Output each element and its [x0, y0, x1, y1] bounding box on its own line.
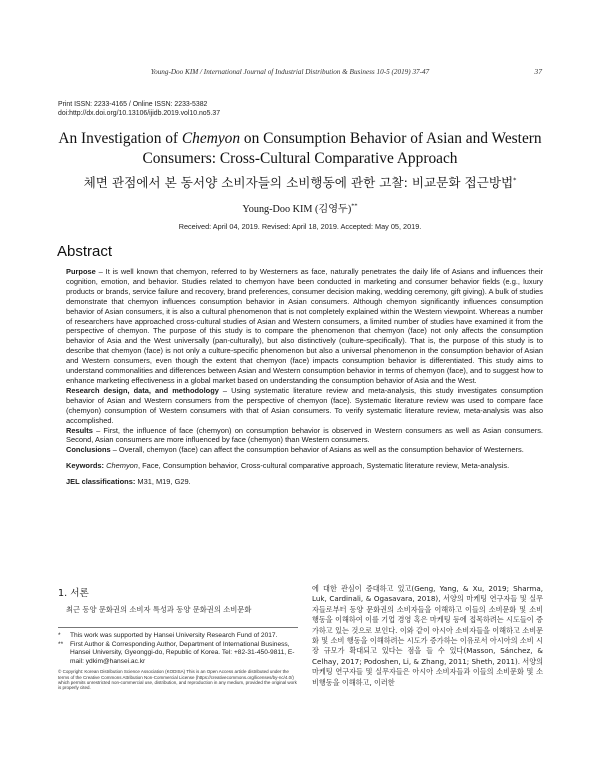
page-number: 37 — [534, 67, 542, 76]
section-title-introduction: 1. 서론 — [58, 588, 89, 599]
footnote-mark: * — [58, 632, 61, 639]
title-ko-text: 체면 관점에서 본 동서양 소비자들의 소비행동에 관한 고찰: 비교문화 접근방법 — [83, 175, 514, 190]
received-dates: Received: April 04, 2019. Revised: April 18, 2019. Accepted: May 05, 2019. — [178, 222, 422, 231]
running-header: Young-Doo KIM / International Journal of Industrial Distribution & Business 10-5 (2019) 37-47 — [150, 68, 430, 76]
footnote-divider — [58, 627, 298, 628]
design-label: Research design, data, and methodology — [66, 385, 219, 395]
title-en-italic: Chemyon — [181, 130, 241, 147]
abstract-results — [66, 426, 543, 446]
design-text: – Using systematic literature review and meta-analysis, this study investigates consumption behavior of Asian and Western consumers from the perspective of chemyon (face). Systematic literature review was used to compare face (chemyon) consumption of Western consumers with that of Asian consumers. To verify systematic literature review, meta-analysis was also accomplished. — [66, 385, 544, 425]
jel-classifications — [66, 477, 543, 487]
title-en-part2: on Consumption Behavior of Asian and Western Consumers: Cross-Cultural Comparative Approach — [142, 130, 542, 167]
right-column — [312, 584, 543, 688]
abstract-purpose — [66, 267, 543, 386]
title-english — [40, 129, 560, 169]
doi-line: doi:http://dx.doi.org/10.13106/ijidb.2019.vol10.no5.37 — [58, 110, 221, 118]
intro-first-line: 최근 동양 문화권의 소비자 특성과 동양 문화권의 소비문화 — [66, 605, 252, 614]
conclusions-text: – Overall, chemyon (face) can affect the consumption behavior of Asians as well as the consumption behavior of Westerners. — [110, 445, 524, 455]
footnote-text: First Author & Corresponding Author, Department of International Business, Hansei University, Gyeonggi-do, Republic of Korea. Tel: +82-31-450-9811, E-mail: ydkim@hansei.ac.kr — [70, 640, 295, 665]
left-column — [58, 585, 298, 691]
footnote-author — [58, 641, 298, 667]
jel-text: M31, M19, G29. — [135, 477, 191, 487]
conclusions-label: Conclusions — [66, 445, 111, 455]
results-label: Results — [66, 425, 93, 435]
keywords-text: , Face, Consumption behavior, Cross-cultural comparative approach, Systematic literature review, Meta-analysis. — [137, 461, 510, 471]
issn-block — [58, 100, 220, 118]
abstract-body — [66, 267, 543, 487]
author-line — [40, 200, 560, 215]
issn-line: Print ISSN: 2233-4165 / Online ISSN: 2233-5382 — [58, 101, 208, 108]
author-mark: ** — [351, 202, 358, 210]
jel-label: JEL classifications: — [66, 477, 136, 487]
title-ko-mark: * — [513, 175, 517, 184]
footnote-funding — [58, 632, 298, 641]
title-en-part1: An Investigation of — [58, 130, 182, 147]
purpose-text: – It is well known that chemyon, referred to by Westerners as face, naturally penetrates the daily life of Asians and influences their cognition, emotion, and behavior. Studies related to chemyon have been conducted in marketing and consumer behavior fields (e.g., luxury products or brands, service failure and recovery, brand preferences, consumer decision making, wedding ceremony, gift giving). A bulk of studies demonstrate that chemyon influences consumption behavior in Asian consumers. Although chemyon significantly influences consumption behavior of Asian consumers, it is also a cultural phenomenon that is not completely explained within the Western viewpoint. Whereas a number of researchers have approached cross-cultural studies of Asian and Western consumers, a limited number of studies have examined it from the perspective of chemyon. The purpose of this study is to compare the phenomenon that chemyon (face) not only affects the consumption behavior of Asia and the West universally (pan-culturally), but also distinctively (culture-specifically). That is, the purpose of this study is to describe that chemyon (face) is not only a culture-specific phenomenon but also a universal phenomenon in the consumption behavior of Asian and Western consumers, even though the extent that chemyon (face) impacts consumption behavior is differentiated. This study aims to understand commonalities and differences between Asian and Western consumption behavior in terms of chemyon (face), and to suggest how to enhance marketing effectiveness in a global market based on understanding the consumption behavior of Asia and the West. — [66, 267, 543, 385]
title-korean — [40, 172, 560, 191]
abstract-design — [66, 386, 543, 426]
keywords-label: Keywords: — [66, 461, 105, 471]
footnote-text: This work was supported by Hansei University Research Fund of 2017. — [70, 632, 278, 639]
abstract-heading: Abstract — [57, 243, 113, 260]
author-name: Young-Doo KIM (김영두) — [242, 204, 352, 215]
intro-paragraph: 에 대한 관심이 증대하고 있고(Geng, Yang, & Xu, 2019; Sharma, Luk, Cardinali, & Ogasavara, 2018), 서양의 마케팅 연구자들 및 실무자들로부터 동양 문화권의 소비자들을 이해하고 이들의 소비문화 및 소비행동을 이해하여 이를 기업 경영 혹은 마케팅 등에 접목하려는 시도들이 증가하고 있는 것으로 보인다. 이와 같이 아시아 소비자들을 이해하고 소비문화 및 소비 행동을 이해하려는 시도가 증가하는 이유로서 아시아의 소비 시장 규모가 확대되고 있다는 점을 들 수 있다(Masson, Sánchez, & Celhay, 2017; Podoshen, Li, & Zhang, 2011; Sheth, 2011). 서양의 마케팅 연구자들 및 실무자들은 아시아 소비자들과 이들의 소비문화 및 소비행동을 이해하고, 이러한 — [312, 584, 543, 687]
purpose-label: Purpose — [66, 267, 96, 276]
copyright-notice: © Copyright: Korean Distribution Science Association (KODISA) This is an Open Access article distributed under the terms of the Creative Commons Attribution Non-Commercial License (https://creativecommons.org/licenses/by-nc/4.0/) which permits unrestricted non-commercial use, distribution, and reproduction in any medium, provided the original work is properly cited. — [58, 669, 297, 691]
keywords — [66, 461, 543, 471]
abstract-conclusions — [66, 445, 543, 455]
footnote-mark: ** — [58, 640, 64, 648]
keywords-italic: Chemyon — [106, 461, 138, 471]
results-text: – First, the influence of face (chemyon) on consumption behavior is observed in Western consumers as well as Asian consumers. Second, Asian consumers are more influenced by face (chemyon) than Western consumers. — [66, 425, 543, 445]
